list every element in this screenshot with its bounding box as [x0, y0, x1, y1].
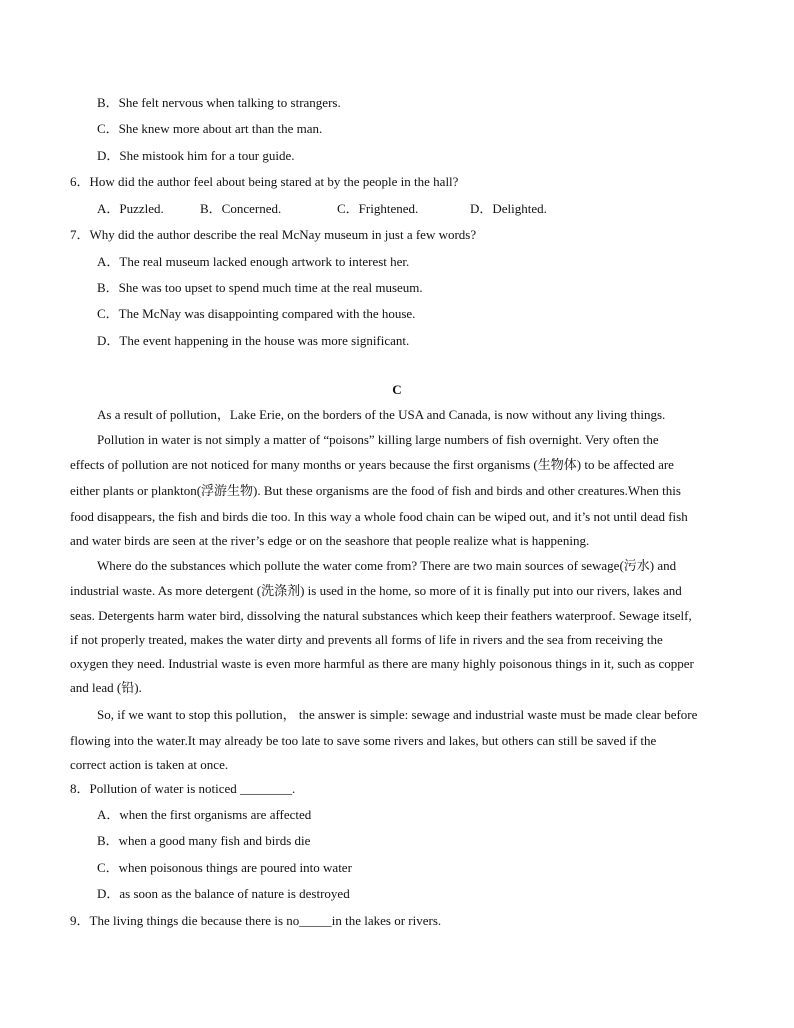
passage-line: either plants or plankton(浮游生物). But these organisms are the food of fish and birds and other creatures.When this [70, 483, 681, 498]
passage-line: and water birds are seen at the river’s edge or on the seashore that people realize what is happening. [70, 533, 590, 548]
passage-line: Where do the substances which pollute the water come from? There are two main sources of sewage(污水) and [97, 558, 677, 573]
question-6-option-a: A．Puzzled. [97, 201, 164, 216]
question-6-option-c: C．Frightened. [337, 201, 419, 216]
passage-line: correct action is taken at once. [70, 757, 229, 772]
question-5-option-d: D．She mistook him for a tour guide. [97, 148, 295, 163]
question-8-option-b: B．when a good many fish and birds die [97, 833, 311, 848]
question-6-stem: 6．How did the author feel about being stared at by the people in the hall? [70, 174, 459, 189]
question-8-option-c: C．when poisonous things are poured into water [97, 860, 352, 875]
question-8-option-d: D．as soon as the balance of nature is destroyed [97, 886, 350, 901]
question-7-option-a: A．The real museum lacked enough artwork to interest her. [97, 254, 410, 269]
passage-line: So, if we want to stop this pollution， the answer is simple: sewage and industrial waste must be made clear before [97, 707, 698, 722]
passage-line: industrial waste. As more detergent (洗涤剂) is used in the home, so more of it is finally put into our rivers, lakes and [70, 583, 682, 598]
question-7-option-b: B．She was too upset to spend much time at the real museum. [97, 280, 423, 295]
passage-line: and lead (铅). [70, 680, 142, 695]
question-8-option-a: A．when the first organisms are affected [97, 807, 312, 822]
question-6-option-b: B．Concerned. [200, 201, 282, 216]
passage-line: food disappears, the fish and birds die too. In this way a whole food chain can be wiped out, and it’s not until dead fish [70, 509, 688, 524]
passage-line: seas. Detergents harm water bird, dissolving the natural substances which keep their feathers waterproof. Sewage itself, [70, 608, 692, 623]
question-9-stem: 9．The living things die because there is no_____in the lakes or rivers. [70, 913, 442, 928]
question-7-option-d: D．The event happening in the house was more significant. [97, 333, 410, 348]
passage-line: oxygen they need. Industrial waste is even more harmful as there are many highly poisonous things in it, such as copper [70, 656, 694, 671]
passage-line: effects of pollution are not noticed for many months or years because the first organisms (生物体) to be affected are [70, 457, 674, 472]
passage-line: if not properly treated, makes the water dirty and prevents all forms of life in rivers and the sea from receiving the [70, 632, 663, 647]
question-6-option-d: D．Delighted. [470, 201, 547, 216]
question-7-stem: 7．Why did the author describe the real McNay museum in just a few words? [70, 227, 477, 242]
question-8-stem: 8．Pollution of water is noticed ________. [70, 781, 296, 796]
question-6-options [97, 201, 547, 217]
question-5-option-c: C．She knew more about art than the man. [97, 121, 323, 136]
passage-line: flowing into the water.It may already be too late to save some rivers and lakes, but others can still be saved if the [70, 733, 657, 748]
section-heading: C [392, 382, 402, 397]
passage-line: Pollution in water is not simply a matter of “poisons” killing large numbers of fish overnight. Very often the [97, 432, 659, 447]
question-5-option-b: B．She felt nervous when talking to strangers. [97, 95, 341, 110]
passage-line: As a result of pollution，Lake Erie, on the borders of the USA and Canada, is now without any living things. [97, 407, 666, 422]
question-7-option-c: C．The McNay was disappointing compared with the house. [97, 306, 416, 321]
